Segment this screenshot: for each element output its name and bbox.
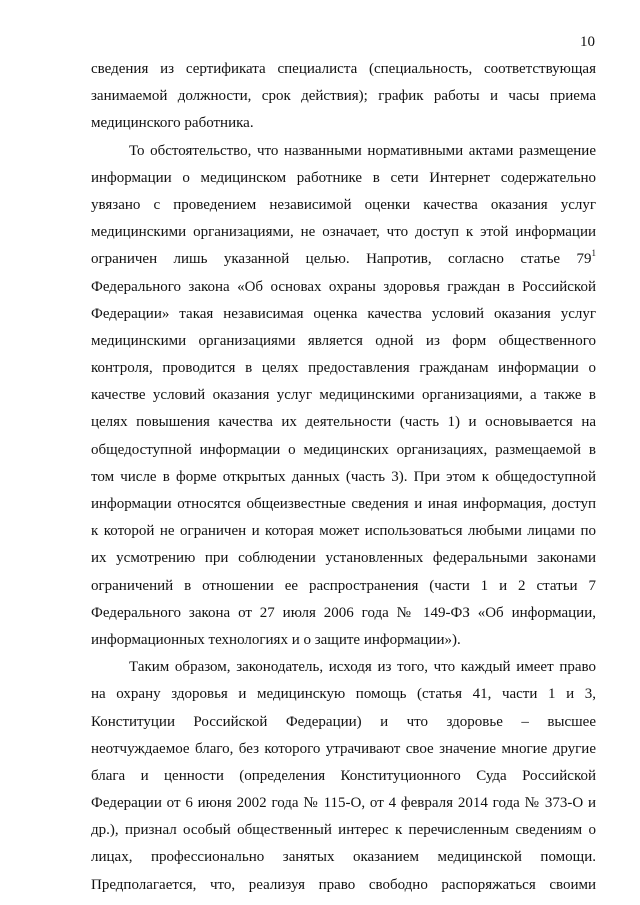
line-text: целях повышения качества их деятельности (часть 1) и основывается на (91, 414, 596, 431)
text-line (91, 192, 596, 219)
text-line (91, 355, 596, 382)
text-line (91, 844, 596, 871)
line-text: медицинскими организациями является одной из форм общественного (91, 332, 596, 349)
paragraph-first-line (91, 138, 596, 165)
line-text: том числе в форме открытых данных (часть 3). При этом к общедоступной (91, 468, 596, 485)
text-line (91, 437, 596, 464)
line-text: ограничен лишь указанной целью. Напротив, согласно статье 79 (91, 251, 592, 268)
text-line (91, 627, 596, 654)
text-line (91, 328, 596, 355)
line-text: Конституции Российской Федерации) и что здоровье – высшее (91, 713, 596, 730)
line-text: Федерального закона от 27 июля 2006 года № 149-ФЗ «Об информации, (91, 604, 596, 621)
line-text: информации относятся общеизвестные сведения и иная информация, доступ (91, 496, 596, 512)
line-text: лицах, профессионально занятых оказанием медицинской помощи. (91, 849, 596, 866)
text-line (91, 382, 596, 409)
text-line (91, 165, 596, 192)
text-line (91, 763, 596, 790)
text-line (91, 56, 596, 83)
line-text: контроля, проводится в целях предоставления гражданам информации о (91, 360, 596, 377)
text-line (91, 464, 596, 491)
page-number: 10 (580, 34, 595, 50)
text-line (91, 83, 596, 110)
text-line (91, 681, 596, 708)
text-line (91, 301, 596, 328)
line-text: информационных технологиях и о защите информации»). (91, 631, 461, 648)
footnote-superscript: 1 (591, 248, 596, 259)
line-text: сведения из сертификата специалиста (специальность, соответствующая (91, 61, 596, 77)
line-text: к которой не ограничен и которая может использоваться любыми лицами по (91, 523, 596, 540)
line-text: общедоступной информации о медицинских организациях, размещаемой в (91, 441, 596, 458)
line-text: Федерации» такая независимая оценка качества условий оказания услуг (91, 305, 596, 322)
line-text: То обстоятельство, что названными нормативными актами размещение (129, 142, 596, 159)
text-line (91, 872, 596, 899)
text-line (91, 790, 596, 817)
text-line (91, 219, 596, 246)
line-text: информации о медицинском работнике в сети Интернет содержательно (91, 169, 596, 186)
line-text: медицинского работника. (91, 115, 254, 132)
line-text: неотчуждаемое благо, без которого утрачивают свое значение многие другие (91, 740, 596, 757)
paragraph-first-line (91, 654, 596, 681)
line-text: Таким образом, законодатель, исходя из того, что каждый имеет право (129, 659, 596, 676)
text-line (91, 274, 596, 301)
text-line (91, 518, 596, 545)
text-line (91, 817, 596, 844)
text-line (91, 709, 596, 736)
line-text: др.), признал особый общественный интерес к перечисленным сведениям о (91, 822, 596, 839)
line-text: занимаемой должности, срок действия); график работы и часы приема (91, 88, 596, 105)
line-text: их усмотрению при соблюдении установленных федеральными законами (91, 550, 596, 567)
line-text: увязано с проведением независимой оценки качества оказания услуг (91, 196, 596, 213)
text-line (91, 246, 596, 273)
line-text: медицинскими организациями, не означает, что доступ к этой информации (91, 224, 596, 241)
line-text: Федерального закона «Об основах охраны здоровья граждан в Российской (91, 278, 596, 295)
document-body (91, 56, 596, 899)
text-line (91, 736, 596, 763)
text-line (91, 600, 596, 627)
text-line (91, 491, 596, 518)
line-text: Федерации от 6 июня 2002 года № 115-О, от 4 февраля 2014 года № 373-О и (91, 795, 596, 812)
line-text: на охрану здоровья и медицинскую помощь (статья 41, части 1 и 3, (91, 686, 596, 703)
line-text: блага и ценности (определения Конституционного Суда Российской (91, 767, 596, 784)
line-text: качестве условий оказания услуг медицинскими организациями, а также в (91, 387, 596, 404)
text-line (91, 409, 596, 436)
text-line (91, 110, 596, 137)
line-text: Предполагается, что, реализуя право свободно распоряжаться своими (91, 876, 596, 893)
text-line (91, 573, 596, 600)
line-text: ограничений в отношении ее распространения (части 1 и 2 статьи 7 (91, 577, 596, 594)
text-line (91, 545, 596, 572)
